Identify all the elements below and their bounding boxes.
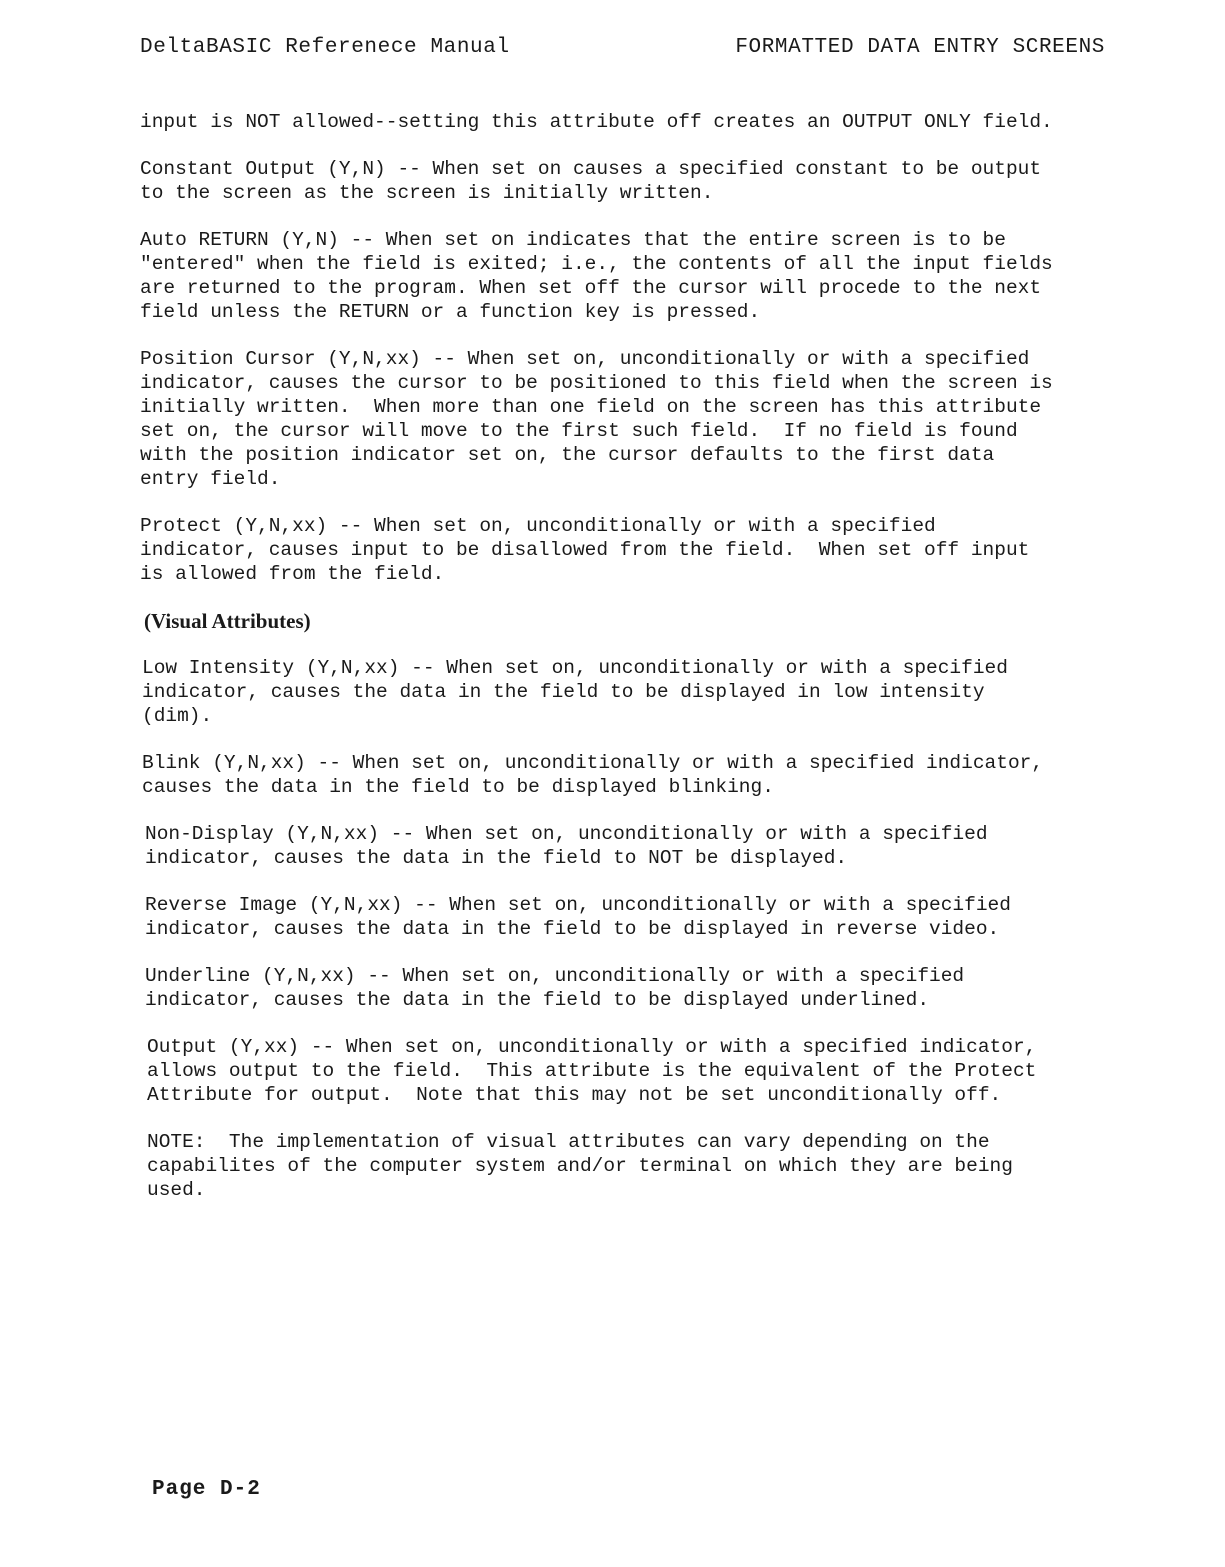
paragraph-non-display: Non-Display (Y,N,xx) -- When set on, unconditionally or with a specified indicator, causes the data in the field to NOT be displayed. bbox=[145, 823, 988, 869]
paragraph-output: Output (Y,xx) -- When set on, unconditionally or with a specified indicator, allows output to the field. This attribute is the equivalent of the Protect Attribute for output. Note that this may not be set unconditionally off. bbox=[147, 1036, 1037, 1106]
paragraph-protect: Protect (Y,N,xx) -- When set on, unconditionally or with a specified indicator, causes input to be disallowed from the field. When set off input is allowed from the field. bbox=[140, 515, 1030, 585]
section-title: FORMATTED DATA ENTRY SCREENS bbox=[735, 36, 1105, 59]
visual-attributes-heading: (Visual Attributes) bbox=[144, 609, 311, 633]
page-header bbox=[140, 36, 1105, 66]
paragraph-blink: Blink (Y,N,xx) -- When set on, unconditionally or with a specified indicator, causes the data in the field to be displayed blinking. bbox=[142, 752, 1044, 798]
paragraph-low-intensity: Low Intensity (Y,N,xx) -- When set on, unconditionally or with a specified indicator, causes the data in the field to be displayed in low intensity (dim). bbox=[142, 657, 1008, 727]
manual-title: DeltaBASIC Referenece Manual bbox=[140, 36, 510, 59]
page-number: Page D-2 bbox=[152, 1478, 261, 1501]
page-body bbox=[140, 110, 1090, 1225]
paragraph-auto-return: Auto RETURN (Y,N) -- When set on indicates that the entire screen is to be "entered" when the field is exited; i.e., the contents of all the input fields are returned to the program. When set off the cursor will procede to the next field unless the RETURN or a function key is pressed. bbox=[140, 229, 1053, 323]
paragraph-position-cursor: Position Cursor (Y,N,xx) -- When set on, unconditionally or with a specified indicator, causes the cursor to be positioned to this field when the screen is initially written. When more than one field on the screen has this attribute set on, the cursor will move to the first such field. If no field is found with the position indicator set on, the cursor defaults to the first data entry field. bbox=[140, 348, 1053, 490]
paragraph-note: NOTE: The implementation of visual attributes can vary depending on the capabilites of the computer system and/or terminal on which they are being used. bbox=[147, 1131, 1013, 1201]
paragraph-constant-output: Constant Output (Y,N) -- When set on causes a specified constant to be output to the screen as the screen is initially written. bbox=[140, 158, 1042, 204]
paragraph-underline: Underline (Y,N,xx) -- When set on, unconditionally or with a specified indicator, causes the data in the field to be displayed underlined. bbox=[145, 965, 965, 1011]
paragraph-reverse-image: Reverse Image (Y,N,xx) -- When set on, unconditionally or with a specified indicator, causes the data in the field to be displayed in reverse video. bbox=[145, 894, 1011, 940]
paragraph-input-not-allowed: input is NOT allowed--setting this attribute off creates an OUTPUT ONLY field. bbox=[140, 111, 1053, 133]
